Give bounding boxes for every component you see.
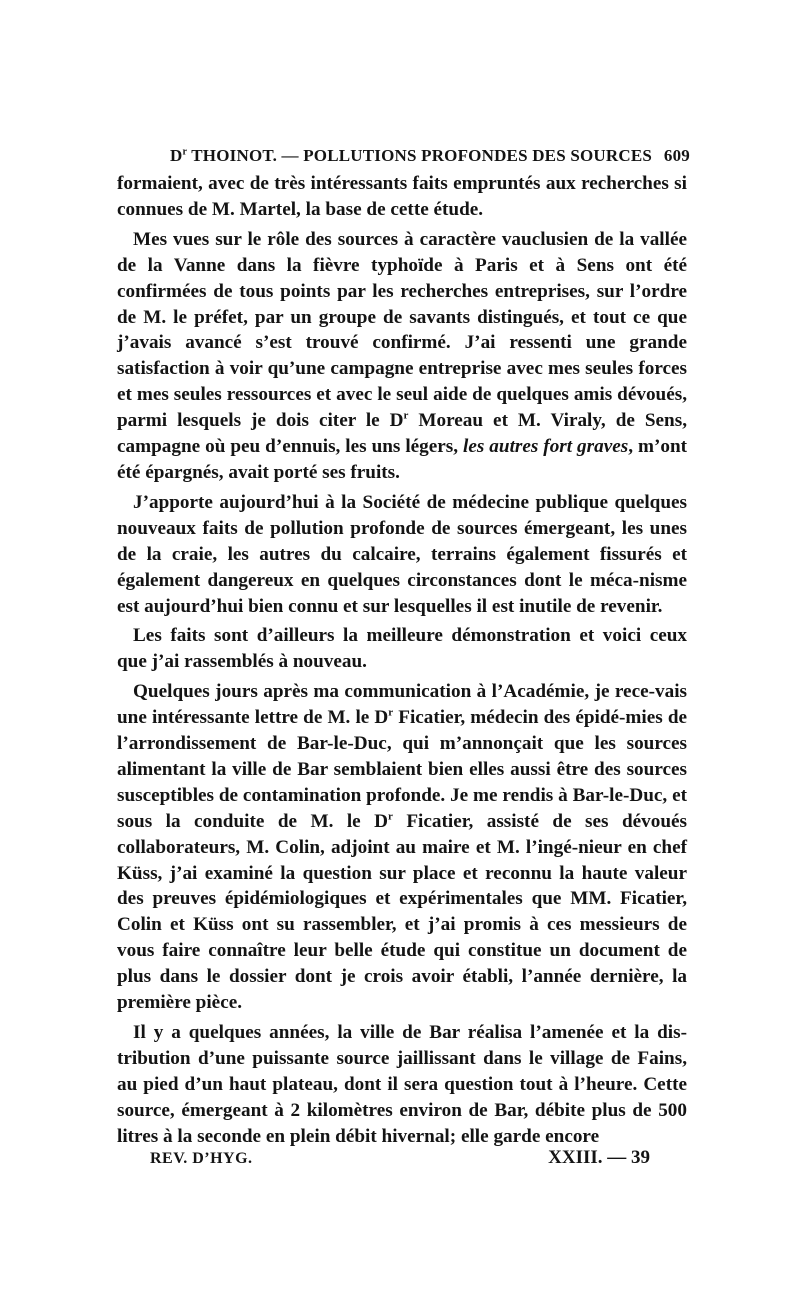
paragraph-4: Les faits sont d’ailleurs la meilleure démonstration et voici ceux que j’ai rassemblés à nouveau. <box>117 625 687 673</box>
paragraph-3: J’apporte aujourd’hui à la Société de médecine publique quelques nouveaux faits de pollution profonde de sources émergeant, les unes de la craie, les autres du calcaire, terrains également fissurés et également dangereux en quelques circonstances dont le méca-nisme est aujourd’hui bien connu et sur lesquelles il est inutile de revenir. <box>117 491 687 617</box>
page-footer <box>150 1147 650 1171</box>
paragraph-1: formaient, avec de très intéressants faits empruntés aux recherches si connues de M. Martel, la base de cette étude. <box>117 173 687 220</box>
paragraph-5: Quelques jours après ma communication à l’Académie, je rece-vais une intéressante lettre de M. le $D^r$ Ficatier, médecin des épidé-mies de l’arrondissement de Bar-le-Duc, qui m’annonçait que les sources alimentant la ville de Bar semblaient bien elles aussi être des sources susceptibles de contamination profonde. Je me rendis à Bar-le-Duc, et sous la conduite de M. le $D^r$ Ficatier, assisté de ses dévoués collaborateurs, M. Colin, adjoint au maire et M. l’ingé-nieur en chef Küss, j’ai examiné la question sur place et reconnu la haute valeur des preuves épidémiologiques et expérimentales que MM. Ficatier, Colin et Küss ont su rassembler, et j’ai promis à ces messieurs de vous faire connaître leur belle étude qui constitue un document de plus dans le dossier dont je crois avoir établi, l’année dernière, la première pièce. <box>117 681 688 1014</box>
body-text <box>117 171 687 1150</box>
page-number: 609 <box>663 146 690 165</box>
signature-mark: XXIII. — 39 <box>548 1147 650 1168</box>
paragraph-6: Il y a quelques années, la ville de Bar réalisa l’amenée et la dis-tribution d’une puissante source jaillissant dans le village de Fains, au pied d’un haut plateau, dont il sera question tout à l’heure. Cette source, émergeant à 2 kilomètres environ de Bar, débite plus de 500 litres à la seconde en plein débit hivernal; elle garde encore <box>117 1022 687 1147</box>
running-head <box>170 146 690 166</box>
running-head-title: $D^r$ THOINOT. — POLLUTIONS PROFONDES DES SOURCES <box>170 146 653 165</box>
journal-abbreviation: REV. D’HYG. <box>150 1150 253 1167</box>
paragraph-2: Mes vues sur le rôle des sources à caractère vauclusien de la vallée de la Vanne dans la fièvre typhoïde à Paris et à Sens ont été confirmées de tous points par les recherches entreprises, sur l’ordre de M. le préfet, par un groupe de savants distingués, et tout ce que j’avais avancé s’est trouvé confirmé. J’ai ressenti une grande satisfaction à voir qu’une campagne entreprise avec mes seules forces et mes seules ressources et avec le seul aide de quelques amis dévoués, parmi lesquels je dois citer le $D^r$ Moreau et M. Viraly, de Sens, campagne où peu d’ennuis, les uns légers, les autres fort graves, m’ont été épargnés, avait porté ses fruits. <box>117 228 688 483</box>
